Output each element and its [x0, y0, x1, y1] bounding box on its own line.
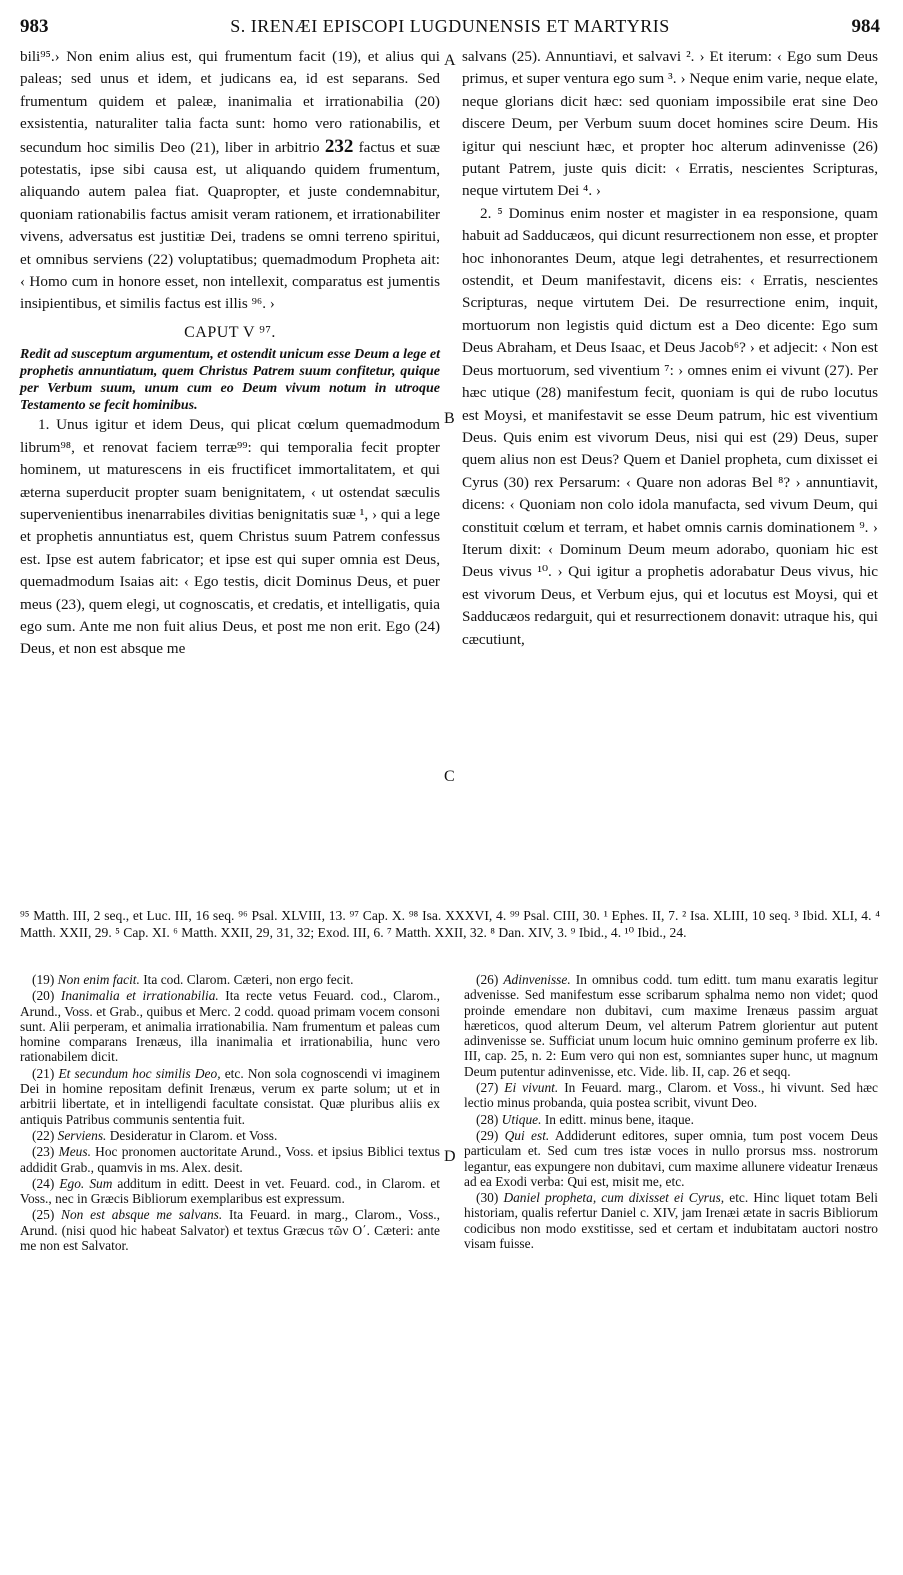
footnote-lemma: Et secundum hoc similis Deo,	[58, 1065, 221, 1081]
page-number-left: 983	[20, 16, 49, 37]
footnote-number: (21)	[32, 1065, 59, 1081]
footnote-lemma: Daniel propheta, cum dixisset ei Cyrus,	[503, 1190, 725, 1206]
footnote	[20, 1128, 440, 1143]
footnote-lemma: Serviens.	[57, 1127, 107, 1143]
footnote-text: Ita cod. Clarom. Cæteri, non ergo fecit.	[139, 972, 354, 987]
footnote-text: In editt. minus bene, itaque.	[541, 1111, 694, 1127]
margin-marker-c: C	[444, 768, 455, 785]
footnote-text: Ita Feuard. in marg., Clarom., Voss., Arund. (nisi quod hic habeat Salvator) et textus Græcus τῶν Ο΄. Cæteri: ante me non est Salvator.	[20, 1207, 440, 1254]
footnote	[464, 1190, 878, 1251]
margin-marker-b: B	[444, 410, 455, 427]
footnote-number: (25)	[32, 1207, 62, 1223]
footnote	[464, 972, 878, 1079]
footnote-lemma: Non enim facit.	[57, 972, 140, 987]
footnote-number: (29)	[476, 1127, 505, 1143]
footnote-lemma: Utique.	[501, 1111, 542, 1127]
footnote-text: In Feuard. marg., Clarom. et Voss., hi vivunt. Sed hæc lectio minus probanda, quia postea scribit, vivunt Deo.	[464, 1080, 878, 1111]
footnote	[464, 1112, 878, 1127]
footnote	[464, 1080, 878, 1111]
footnote-text: etc. Non sola cognoscendi vi imaginem Dei in homine repositam definit Irenæus, verum ex parte solum; ut et in arbitrii libertate, et in intelligendi facultate consistat. Quæ pluribus aliis ex antiquis Patribus communis sententia fuit.	[20, 1065, 440, 1127]
footnote-text: etc. Hinc liquet totam Beli historiam, qualis refertur Daniel c. XIV, jam Irenæi ætate in sacris Bibliorum codicibus non modo exstitisse, sed et certam et indubitatam auctori nostro visam fuisse.	[464, 1190, 878, 1252]
footnote-text: In omnibus codd. tum editt. tum manu exaratis legitur advenisse. Sed manifestum esse scribarum sphalma nemo non videt; quod proinde emendare non dubitavi, cum maxime Irenæus passim arguat hæreticos, quod alterum Deum, vel alterum Patrem glorientur aut putent adinvenisse se. Sufficiat unum locum huic omnino geminum proferre ex lib. III, cap. 25, n. 2: Eum vero qui non est, somniantes super hunc, ut magnum Deum putentur adinvenisse, etc. Vide. lib. II, cap. 26 et seqq.	[464, 972, 878, 1079]
footnote	[464, 1128, 878, 1189]
footnote-text: Hoc pronomen auctoritate Arund., Voss. et ipsius Biblici textus addidit Grab., quamvis in ms. Alex. desit.	[20, 1144, 440, 1175]
running-title: S. IRENÆI EPISCOPI LUGDUNENSIS ET MARTYRIS	[230, 16, 670, 36]
chapter-argument: Redit ad susceptum argumentum, et ostendit unicum esse Deum a lege et prophetis annuntiatum, quem Christus Patrem suum confitetur, quique per Verbum suum, unum cum eo Deum vivum notum in utroque Testamento se fecit hominibus.	[20, 347, 441, 414]
footnote-lemma: Ei vivunt.	[504, 1080, 559, 1096]
footnote-lemma: Qui est.	[504, 1127, 550, 1143]
footnote-lemma: Meus.	[58, 1144, 91, 1160]
footnote-text: Desideratur in Clarom. et Voss.	[106, 1127, 278, 1143]
notes-right	[464, 972, 878, 1252]
footnote-number: (30)	[476, 1190, 504, 1206]
footnote-number: (20)	[32, 988, 61, 1004]
footnote-number: (24)	[32, 1175, 60, 1191]
footnote-text: Ita recte vetus Feuard. cod., Clarom., Arund., Voss. et Grab., quibus et Merc. 2 codd. quoad primam vocem consoni sunt. Alii perperam, et animalia irrationabilia. Nam frumentum et paleas cum homine comparans Irenæus, illa inanimalia et irrationabilia, hunc vero rationabilem dicit.	[20, 988, 440, 1065]
left-paragraph-1: bili⁹⁵.› Non enim alius est, qui frumentum facit (19), et alius qui paleas; sed unus et idem, et judicans ea, id est separans. Sed frumentum quidem et paleæ, inanimalia et irrationabilia (20) exsistentia, naturaliter talia facta sunt: homo vero rationabilis, et secundum hoc similis Deo (21), liber in arbitrio 232 factus et suæ potestatis, ipse sibi causa est, ut aliquando quidem frumentum, aliquando autem palea fiat. Quapropter, et juste condemnabitur, quoniam rationabilis factus amisit veram rationem, et irrationabiliter vivens, adversatus est justitiæ Dei, tradens se omni terreno spiritui, et omnibus serviens (22) voluptatibus; quemadmodum Propheta ait: ‹ Homo cum in honore esset, non intellexit, comparatus est jumentis insipientibus, et similis factus est illis ⁹⁶. ›	[20, 48, 441, 313]
footnote-lemma: Ego. Sum	[59, 1175, 113, 1191]
scripture-references: ⁹⁵ Matth. III, 2 seq., et Luc. III, 16 seq. ⁹⁶ Psal. XLVIII, 13. ⁹⁷ Cap. X. ⁹⁸ Isa. XXXVI, 4. ⁹⁹ Psal. CIII, 30. ¹ Ephes. II, 7. ² Isa. XLIII, 10 seq. ³ Ibid. XLI, 4. ⁴ Matth. XXII, 29. ⁵ Cap. XI. ⁶ Matth. XXII, 29, 31, 32; Exod. III, 6. ⁷ Matth. XXII, 32. ⁸ Dan. XIV, 3. ⁹ Ibid., 4. ¹⁰ Ibid., 24.	[20, 908, 880, 940]
footnote-text: additum in editt. Deest in vet. Feuard. cod., in Clarom. et Voss., nec in Græcis Bibliorum exemplaribus est expressum.	[20, 1175, 440, 1207]
chapter-heading: CAPUT V ⁹⁷.	[184, 323, 276, 341]
footnote-number: (28)	[476, 1111, 502, 1127]
footnote-lemma: Adinvenisse.	[503, 972, 571, 987]
margin-marker-a: A	[444, 52, 456, 69]
footnote-number: (22)	[32, 1127, 58, 1143]
notes-left	[20, 972, 440, 1254]
margin-marker-d: D	[444, 1148, 456, 1165]
footnote-number: (19)	[32, 972, 58, 987]
page-header	[20, 16, 880, 46]
right-paragraph-2: 2. ⁵ Dominus enim noster et magister in ea responsione, quam habuit ad Sadducæos, qui dicunt resurrectionem non esse, et propter hoc inhonorantes Deum, atque legi detrahentes, et resurrectionem ostendit, et Deum manifestavit, dicens eis: ‹ Erratis, nescientes Scripturas, neque virtutem Dei. De resurrectione enim, inquit, mortuorum non legistis quid dictum est a Deo dicente: Ego sum Deus Abraham, et Deus Isaac, et Deus Jacob⁶? › et adjecit: ‹ Non est Deus mortuorum, sed viventium ⁷: › omnes enim ei vivunt (27). Per hæc utique (28) manifestum fecit, quoniam is qui de rubo locutus est Moysi, et manifestavit se esse Deum patrum, hic est viventium Deus. Quis enim est vivorum Deus, nisi qui est (29) Deus, super quem alius non est Deus? Quem et Daniel propheta, cum dixisset ei Cyrus (30) rex Persarum: ‹ Quare non adoras Bel ⁸? › annuntiavit, dicens: ‹ Quoniam non colo idola manufacta, sed vivum Deum, qui constituit cœlum et terram, et habet omnis carnis dominationem ⁹. › Iterum dixit: ‹ Dominum Deum meum adorabo, quoniam hic est Deus vivus ¹⁰. › Qui igitur a prophetis adorabatur Deus vivus, hic est vivorum Deus, et Verbum ejus, qui et locutus est Moysi, qui et Sadducæos redarguit, qui et resurrectionem donavit: utraque his, qui cæcutiunt,	[462, 204, 878, 648]
footnote-lemma: Non est absque me salvans.	[61, 1207, 223, 1223]
footnote-text: Addiderunt editores, super omnia, tum post vocem Deus particulam et. Sed cum tres istæ voces in nullo prorsus mss. nostrorum legantur, eas expungere non dubitavi, cum maxime allunere videatur Irenæus ad ea Exodi verba: Qui est, misit me, etc.	[464, 1127, 879, 1189]
footnote	[20, 1144, 440, 1175]
footnote	[20, 1176, 440, 1207]
left-text-column	[20, 46, 440, 661]
footnote	[20, 1066, 440, 1127]
footnote	[20, 972, 440, 987]
footnote	[20, 1207, 440, 1253]
footnote-number: (26)	[476, 972, 504, 987]
left-paragraph-2: 1. Unus igitur et idem Deus, qui plicat cœlum quemadmodum librum⁹⁸, et renovat faciem terræ⁹⁹: qui temporalia fecit propter hominem, ut maturescens in eis fructificet immortalitatem, et qui æterna superducit propter suam benignitatem, ‹ ut ostendat sæculis supervenientibus inenarrabiles divitias benignitatis suæ ¹, › qui a lege et prophetis annuntiatus est, quem Christus suum Patrem confessus est. Ipse est autem fabricator; et ipse est qui super omnia est Deus, quemadmodum Isaias ait: ‹ Ego testis, dicit Dominus Deus, et puer meus (23), quem elegi, ut cognoscatis, et credatis, et intelligatis, quia ego sum. Ante me non fuit alius Deus, et post me non erit. Ego (24) Deus, et non est absque me	[20, 416, 440, 658]
right-text-column	[462, 46, 878, 651]
footnote-number: (27)	[476, 1080, 505, 1096]
footnote	[20, 988, 440, 1064]
right-paragraph-1: salvans (25). Annuntiavi, et salvavi ². › Et iterum: ‹ Ego sum Deus primus, et super ventura ego sum ³. › Neque enim varie, neque elate, neque glorians dicit hæc: sed quoniam impossibile erat sine Deo discere Deum, per Verbum suum docet homines scire Deum. His igitur qui nesciunt hæc, et propter hoc alterum adinvenisse (26) putant Patrem, juste quis dicit: ‹ Erratis, nescientes Scripturas, neque virtutem Dei ⁴. ›	[462, 48, 878, 200]
page-number-right: 984	[851, 16, 880, 37]
footnote-lemma: Inanimalia et irrationabilia.	[60, 988, 219, 1004]
marginal-number: 232	[324, 135, 354, 157]
footnote-number: (23)	[32, 1144, 59, 1160]
